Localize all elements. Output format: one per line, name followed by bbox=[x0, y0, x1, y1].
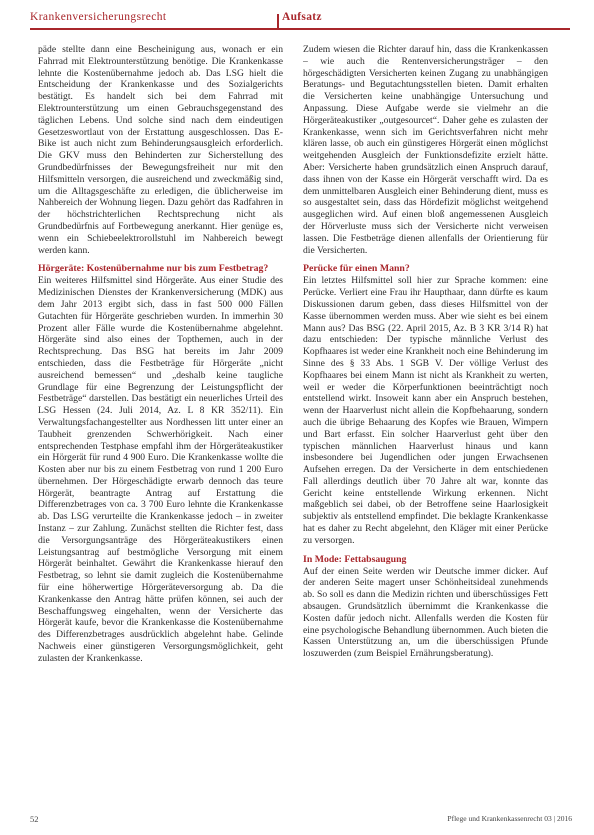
liposuction-paragraph: Auf der einen Seite werden wir Deutsche immer dicker. Auf der anderen Seite magert unser Schönheitsideal zunehmends ab. So soll es dann die Medizin richten und überschüssiges Fett absaugen. Grundsätzlich übernimmt die Krankenkasse die Kosten dafür jedoch nicht. Allenfalls werden die Kosten für eine psychologische Behandlung übernommen. Auch bieten die Kassen Unterstützung an, um die überschüssigen Pfunde loszuwerden (zum Beispiel Ernährungsberatung). bbox=[303, 565, 548, 660]
header-rule bbox=[30, 28, 570, 30]
hearing-aids-paragraph: Ein weiteres Hilfsmittel sind Hörgeräte. Aus einer Studie des Medizinischen Dienstes der Krankenversicherung (MDK) aus dem Jahr 2013 ergibt sich, dass in fast 500 000 Fällen Gutachten für Hörgeräte geschrieben wurden. In immerhin 30 Prozent aller Fälle wurde die Kostenübernahme abgelehnt. Hörgeräte sind also eines der Topthemen, auch in der Rechtsprechung. Das BSG hat bereits im Jahr 2009 entschieden, dass die Festbeträge für Hörgeräte „nicht ausreichend bemessen“ und „deshalb keine taugliche Grundlage für eine Begrenzung der Leistungspflicht der Festbeträge“ darstellen. Das bestätigt ein neuerliches Urteil des LSG Hessen (24. Juli 2014, Az. L 8 KR 352/11). Ein Verwaltungsfachangestellter aus Nordhessen litt unter einer an Taubheit grenzenden Schwerhörigkeit. Nach einer entsprechenden Testphase empfahl ihm der Hörgeräteakustiker ein Hörgerät für rund 4 900 Euro. Die Krankenkasse wollte die Kosten aber nur bis zu einem Festbetrag von rund 1 200 Euro übernehmen. Der Hörgeschädigte erwarb dennoch das teure Hörgerät, beantragte Antrag auf Erstattung die Differenzbetrages von ca. 3 700 Euro lehnte die Krankenkasse ab. Das LSG verurteilte die Krankenkasse jedoch – in zweiter Instanz – zur Zahlung. Zunächst stellten die Richter fest, dass die Versorgungsanträge des Hörgeräteakustikers einen Leistungsantrag auf bestmögliche Versorgung mit einem Hörgerät beinhaltet. Gewährt die Krankenkasse hierauf den Festbetrag, so lehnt sie damit zugleich die Kostenübernahme für eine höherwertige Hörgeräteversorgung ab. Da die Krankenkasse den Antrag hätte prüfen können, sei auch der Beschaffungsweg eingehalten, wenn der Versicherte das Hörgerät kaufe, bevor die Krankenkasse die Kostenübernahme des Differenzbetrages ausdrücklich abgelehnt habe. Gelinde Nachweis einer günstigeren Versorgungsmöglichkeit, geht zulasten der Krankenkasse. bbox=[38, 275, 283, 664]
category-label: Aufsatz bbox=[282, 11, 322, 23]
wig-paragraph: Ein letztes Hilfsmittel soll hier zur Sprache kommen: eine Perücke. Verliert eine Frau ihr Haupthaar, dann dürfte es kaum Diskussionen darum geben, dass dieses Hilfsmittel von der Kasse übernommen werden muss. Aber wie sieht es bei einem Mann aus? Das BSG (22. April 2015, Az. B 3 KR 3/14 R) hat dazu entschieden: Der typische männliche Verlust des Kopfhaares ist weder eine Krankheit noch eine Behinderung im Sinne des § 33 Abs. 1 SGB V. Der völlige Verlust des Kopfhaares bei einem Mann ist nicht als Krankheit zu werten, weil er weder die Körperfunktionen beeinträchtigt noch entstellend wirkt. Insoweit kann aber ein Anspruch bestehen, wenn der Haarverlust nicht allein die Kopfbehaarung, sondern auch die übrige Behaarung des Kopfes wie Brauen, Wimpern und Bart erfasst. Ein solcher Haarverlust geht über den typischen männlichen Haarverlust hinaus und kann insbesondere bei Jugendlichen oder jungen Erwachsenen Aufsehen erregen. Da der Versicherte in dem entschiedenen Fall allerdings deutlich über 70 Jahre alt war, konnte das Gericht keine entstellende Wirkung erkennen. Nicht maßgeblich sei dabei, ob der Betroffene seine Haarlosigkeit subjektiv als entstellend empfindet. Die beklagte Krankenkasse hat es daher zu Recht abgelehnt, den Kläger mit einer Perücke zu versorgen. bbox=[303, 275, 548, 546]
journal-reference: Pflege und Krankenkassenrecht 03 | 2016 bbox=[447, 814, 572, 823]
right-column bbox=[303, 44, 548, 804]
left-intro-paragraph: päde stellte dann eine Bescheinigung aus, wonach er ein Fahrrad mit Elektrounterstützung benötige. Die Krankenkasse lehnte die Kostenübernahme jedoch ab. Das LSG hielt die Entscheidung der Krankenkasse und des Sozialgerichts bestätigt. Es handelt sich bei dem Fahrrad mit Elektrounterstützung um einen Gebrauchsgegenstand des täglichen Lebens. Und solche sind nach dem eindeutigen Gesetzeswortlaut von der Erstattung ausgeschlossen. Das E-Bike ist auch nicht zum Behinderungsausgleich erforderlich. Die GKV muss den Behinderten zur Sicherstellung des Grundbedürfnisses der Bewegungsfreiheit nur mit den Hilfsmitteln versorgen, die ausreichend und zweckmäßig sind, um die Alltagsgeschäfte zu erledigen, die üblicherweise im Nahbereich der Wohnung liegen. Dazu gehört das Radfahren in der höchstrichterlichen Rechtsprechung nicht als Grundbedürfnis auf Fortbewegung anerkannt. Hier genüge es, wenn ein Schiebeelektrorollstuhl im Nahbereich bewegt werden kann. bbox=[38, 44, 283, 256]
heading-hearing-aids: Hörgeräte: Kostenübernahme nur bis zum Festbetrag? bbox=[38, 263, 269, 275]
right-intro-paragraph: Zudem wiesen die Richter darauf hin, dass die Krankenkassen – wie auch die Rentenversicherungsträger – den hörgeschädigten Versicherten keinen Zugang zu unabhängigen Beratungs- und Begutachtungsstellen bieten. Damit erhalten die Versicherten keine unabhängige Untersuchung und Anpassung. Diese Aufgabe werde sie vielmehr an die Hörgeräteakustiker „outgesourcet“. Daher gehe es zulasten der Krankenkasse, wenn sich im Gerichtsverfahren nicht mehr klären lasse, ob auch ein günstigeres Hörgerät einen möglichst weitgehenden Ausgleich der Funktionsdefizite erzielt hätte. Aber: Versicherte haben grundsätzlich einen Anspruch darauf, dass ihnen von der Kasse ein Hörgerät verschafft wird. Da es dem unmittelbaren Ausgleich einer Behinderung dient, muss es so ausgestaltet sein, dass das Hördefizit möglichst weitgehend ausgeglichen wird. Auf einen bloß angemessenen Ausgleich der Hörverluste muss sich der Versicherte nicht verweisen lassen. Die Festbeträge dienen allenfalls der Orientierung für die Versicherten. bbox=[303, 44, 548, 256]
heading-liposuction: In Mode: Fettabsaugung bbox=[303, 553, 407, 565]
header-divider bbox=[277, 14, 279, 28]
left-column bbox=[38, 44, 283, 804]
section-title: Krankenversicherungsrecht bbox=[30, 11, 167, 23]
page-number: 52 bbox=[30, 814, 39, 824]
page-header bbox=[30, 10, 570, 32]
heading-wig: Perücke für einen Mann? bbox=[303, 263, 410, 275]
